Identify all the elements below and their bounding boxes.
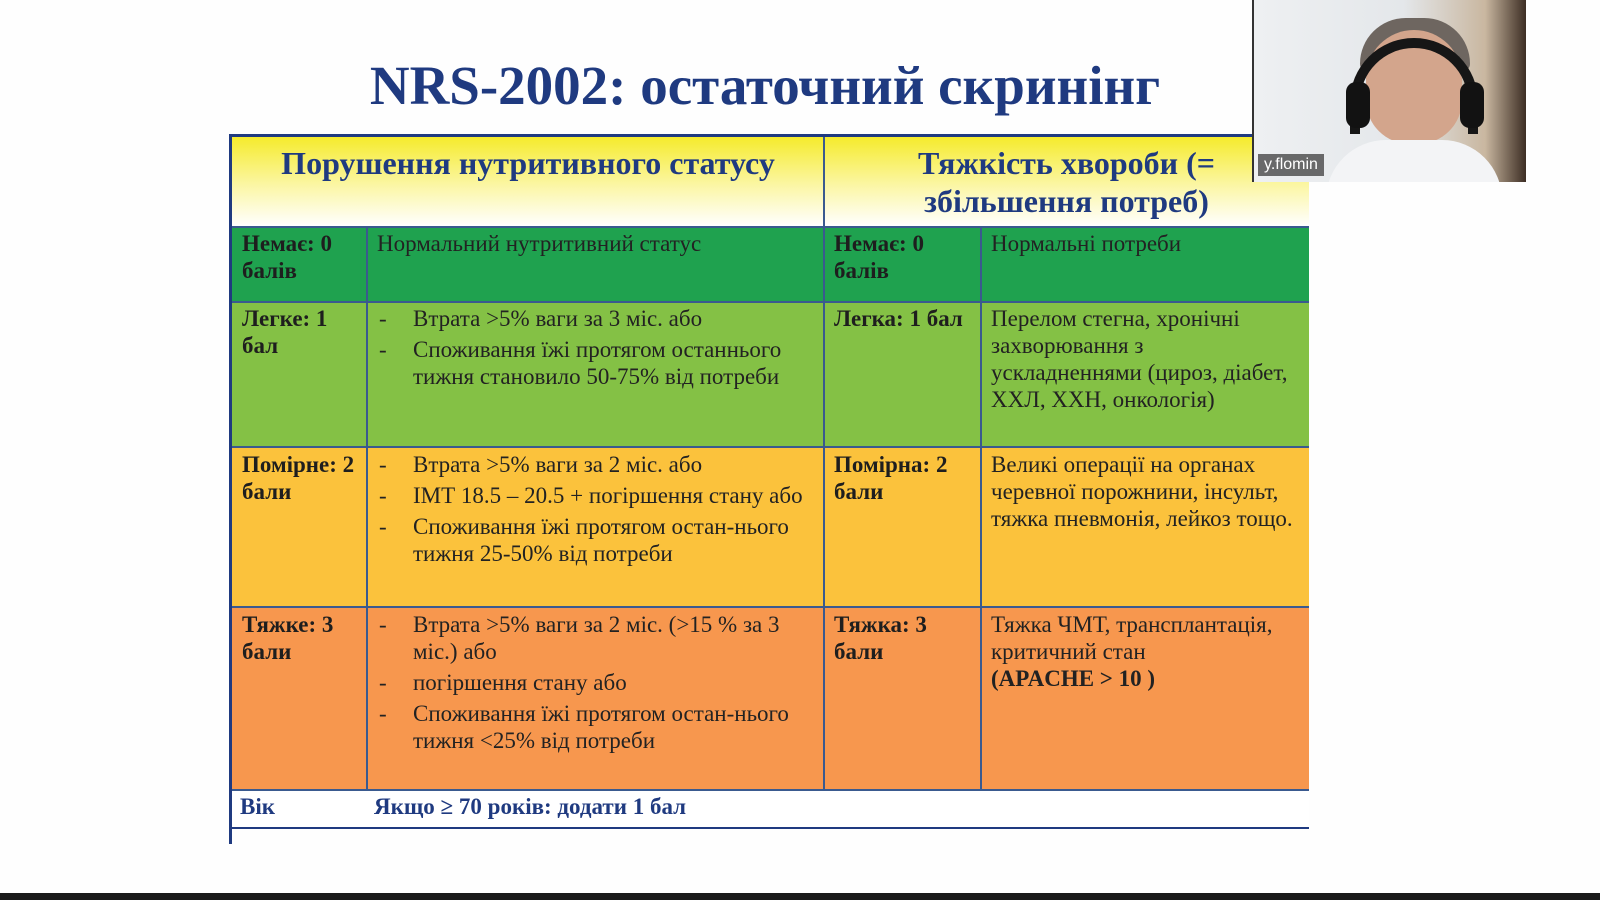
webcam-video-tile[interactable] [1252, 0, 1526, 182]
row-severe-sev-label: Тяжка: 3 бали [824, 607, 981, 789]
row-mild-nutr-text [367, 301, 824, 447]
age-label: Вік [240, 794, 275, 819]
participant-name: y.flomin [1258, 154, 1324, 176]
grid-divider [232, 134, 1309, 137]
list-item: - ІМТ 18.5 – 20.5 + погіршення стану або [377, 482, 814, 509]
headset-cup-right [1460, 82, 1484, 128]
row-severe-sev-text [981, 607, 1309, 789]
grid-divider [232, 446, 1309, 448]
participant-shirt [1326, 140, 1502, 182]
row-none-nutr-label: Немає: 0 балів [232, 226, 367, 301]
row-mild-sev-label: Легка: 1 бал [824, 301, 981, 447]
apache-score: (APACHE > 10 ) [991, 666, 1156, 691]
row-severe-nutr-label: Тяжке: 3 бали [232, 607, 367, 789]
list-item: - Споживання їжі протягом останнього тижня становило 50-75% від потреби [377, 336, 814, 390]
headset-cup-left [1346, 82, 1370, 128]
row-none-sev-label: Немає: 0 балів [824, 226, 981, 301]
grid-divider [823, 134, 825, 789]
list-item: - Споживання їжі протягом остан-нього тижня <25% від потреби [377, 700, 814, 754]
grid-divider [980, 226, 982, 789]
row-moderate-sev-text: Великі операції на органах черевної порожнини, інсульт, тяжка пневмонія, лейкоз тощо. [981, 447, 1309, 607]
bottom-bar [0, 893, 1600, 900]
row-none-nutr-item: Нормальний нутритивний статус [377, 231, 702, 256]
list-item: - Втрата >5% ваги за 2 міс. (>15 % за 3 міс.) або [377, 611, 814, 665]
row-none-sev-text: Нормальні потреби [981, 226, 1309, 301]
row-severe-nutr-text [367, 607, 824, 789]
age-row [232, 789, 1309, 829]
row-mild-sev-text: Перелом стегна, хронічні захворювання з ускладненнями (цироз, діабет, ХХЛ, ХХН, онкологія) [981, 301, 1309, 447]
row-moderate-sev-label: Помірна: 2 бали [824, 447, 981, 607]
list-item: - Втрата >5% ваги за 2 міс. або [377, 451, 814, 478]
header-nutritional-status: Порушення нутритивного статусу [232, 134, 824, 226]
slide-title: NRS-2002: остаточний скринінг [369, 55, 1161, 116]
severe-sev-description: Тяжка ЧМТ, трансплантація, критичний стан [991, 612, 1273, 664]
grid-divider [232, 301, 1309, 303]
row-moderate-nutr-text [367, 447, 824, 607]
list-item: - Втрата >5% ваги за 3 міс. або [377, 305, 814, 332]
header-disease-severity: Тяжкість хвороби (= збільшення потреб) [824, 134, 1309, 226]
row-moderate-nutr-label: Помірне: 2 бали [232, 447, 367, 607]
grid-divider [366, 226, 368, 789]
nrs-table [229, 134, 1309, 844]
grid-divider [232, 226, 1309, 228]
list-item: - Споживання їжі протягом остан-нього тижня 25-50% від потреби [377, 513, 814, 567]
age-text: Якщо ≥ 70 років: додати 1 бал [374, 794, 687, 819]
grid-divider [232, 606, 1309, 608]
list-item: - погіршення стану або [377, 669, 814, 696]
row-none-nutr-text [367, 226, 824, 301]
row-mild-nutr-label: Легке: 1 бал [232, 301, 367, 447]
